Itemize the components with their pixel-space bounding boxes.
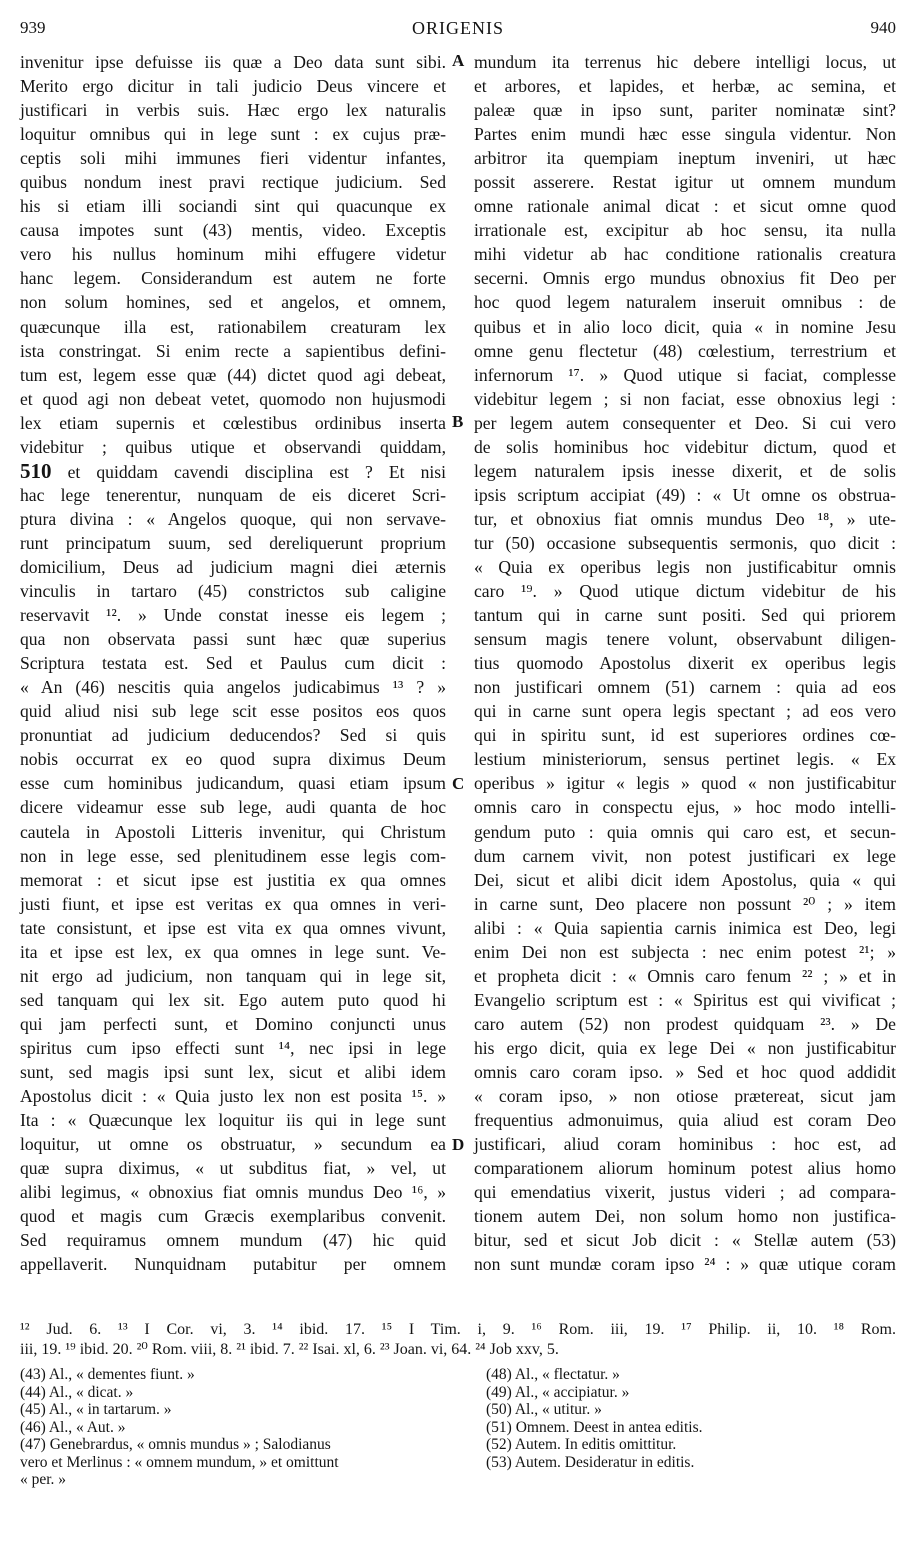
reference-line: ¹² Jud. 6. ¹³ I Cor. vi, 3. ¹⁴ ibid. 17. ¹⁵ I Tim. i, 9. ¹⁶ Rom. iii, 19. ¹⁷ Philip. ii, 10. ¹⁸ Rom.	[20, 1321, 896, 1338]
text-line: omnis caro coram ipso. » Sed et hoc quod addidit	[474, 1061, 896, 1082]
text-line: non in lege esse, sed plenitudinem esse legis com-	[20, 845, 446, 866]
margin-letter-b: B	[452, 412, 464, 431]
margin-letter-a: A	[452, 51, 465, 70]
text-line: de solis hominibus hoc videbitur dictum, quod et	[474, 436, 896, 457]
text-line: justi fiunt, et ipse est veritas ex qua omnes in veri-	[20, 893, 446, 914]
text-line: runt principatum suum, sed dereliquerunt proprium	[20, 532, 446, 553]
right-column	[474, 50, 896, 1276]
footnotes-right	[486, 1366, 896, 1471]
reference-line: iii, 19. ¹⁹ ibid. 20. ²⁰ Rom. viii, 8. ²¹ ibid. 7. ²² Isai. xl, 6. ²³ Joan. vi, 64. ²⁴ Job xxv, 5.	[20, 1341, 559, 1358]
text-line: quæcunque illa est, rationabilem creaturam lex	[20, 316, 446, 337]
text-line: cautela in Apostoli Litteris invenitur, qui Christum	[20, 821, 446, 842]
scripture-references	[20, 1320, 896, 1360]
text-line: non justificari omnem (51) carnem : quia ad eos	[474, 677, 896, 698]
text-line: appellaverit. Nunquidnam putabitur per omnem	[20, 1254, 446, 1275]
footnote: (44) Al., « dicat. »	[20, 1383, 134, 1401]
text-line: qui jam perfecti sunt, et Domino conjuncti unus	[20, 1013, 446, 1034]
text-line: infernorum ¹⁷. » Quod utique si faciat, complesse	[474, 364, 896, 385]
text-line: tantum qui in carne sunt positi. Sed qui priorem	[474, 605, 896, 626]
page-header	[20, 18, 896, 42]
text-line: mihi videtur ab hac conditione rationalis creatura	[474, 244, 896, 265]
text-line: dum carnem vivit, non potest justificari ex lege	[474, 845, 896, 866]
text-line: tur (50) occasione subsequentis sermonis, quo dicit :	[474, 532, 896, 553]
text-line: caro ¹⁹. » Quod utique dictum videbitur de his	[474, 581, 896, 602]
text-line: sunt, sed magis ipsi sunt lex, sicut et alibi idem	[20, 1061, 446, 1082]
text-line: Scriptura testata est. Sed et Paulus cum dicit :	[20, 653, 446, 674]
text-line: loquitur, ut omne os obstruatur, » secundum ea	[20, 1134, 446, 1155]
text-line: omne rationale animal dicat : et sicut omne quod	[474, 196, 896, 217]
text-line: gendum puto : quia omnis qui caro est, et secun-	[474, 821, 896, 842]
text-line: et propheta dicit : « Omnis caro fenum ²² ; » et in	[474, 965, 896, 986]
text-line: « coram ipso, » non otiose prætereat, sicut jam	[474, 1086, 896, 1107]
text-line: qui emendatius vixerit, justus videri ; ad compara-	[474, 1182, 896, 1203]
text-line: Ita : « Quæcunque lex loquitur iis qui in lege sunt	[20, 1110, 446, 1131]
text-line: quod et magis cum Græcis exemplaribus convenit.	[20, 1206, 446, 1227]
left-column	[20, 50, 446, 1276]
footnote: vero et Merlinus : « omnem mundum, » et omittunt	[20, 1453, 339, 1471]
text-line: et arbores, et lapides, et herbæ, ac semina, et	[474, 76, 896, 97]
text-line: memorat : et sicut ipse est justitia ex qua omnes	[20, 869, 446, 890]
text-line: ita et ipse est lex, ex qua omnes in lege sunt. Ve-	[20, 941, 446, 962]
text-line: vinculis in tartaro (45) constrictos sub caligine	[20, 581, 446, 602]
margin-letter-d: D	[452, 1135, 465, 1154]
text-line: dicere videamur esse sub lege, audi quanta de hoc	[20, 797, 446, 818]
footnote: (46) Al., « Aut. »	[20, 1418, 126, 1436]
text-line: tur, et obnoxius fiat omnis mundus Deo ¹⁸, » ute-	[474, 508, 896, 529]
text-line: sensum magis tenere volunt, observabunt diligen-	[474, 629, 896, 650]
text-line: enim Dei non est subjecta : nec enim potest ²¹; »	[474, 941, 896, 962]
text-line: ista constringat. Si enim recte a sapientibus defini-	[20, 340, 446, 361]
text-line: Evangelio scriptum est : « Spiritus est qui vivificat ;	[474, 989, 896, 1010]
text-line: possit asserere. Restat igitur ut omnem mundum	[474, 172, 896, 193]
text-line: justificari in verbis suis. Hæc ergo lex naturalis	[20, 100, 446, 121]
text-line: frequentius admonuimus, quia aliud est coram Deo	[474, 1110, 896, 1131]
text-line: Merito ergo dicitur in tali judicio Deus vincere et	[20, 76, 446, 97]
text-line: qua non observata passi sunt hæc quæ superius	[20, 629, 446, 650]
text-line: « Quia ex operibus legis non justificabitur omnis	[474, 556, 896, 577]
text-line: et quod agi non debeat vetet, quomodo non hujusmodi	[20, 388, 446, 409]
text-line: videbitur ; quibus utique et observandi quiddam,	[20, 436, 446, 457]
footnote: (53) Autem. Desideratur in editis.	[486, 1453, 695, 1471]
text-line: caro autem (52) non prodest quidquam ²³. » De	[474, 1013, 896, 1034]
text-line: per legem autem consequenter et Deo. Si cui vero	[474, 412, 896, 433]
footnote: (51) Omnem. Deest in antea editis.	[486, 1418, 703, 1436]
text-line: tius quomodo Apostolus dixerit ex operibus legis	[474, 653, 896, 674]
text-line: 510 et quiddam cavendi disciplina est ? Et nisi	[20, 458, 446, 483]
text-line: « An (46) nescitis quia angelos judicabimus ¹³ ? »	[20, 677, 446, 698]
footnote: « per. »	[20, 1471, 67, 1488]
text-line: invenitur ipse defuisse iis quæ a Deo data sunt sibi.	[20, 52, 446, 72]
text-line: alibi : « Quia sapientia carnis inimica est Deo, legi	[474, 917, 896, 938]
text-line: non sunt mundæ coram ipso ²⁴ : » quæ utique coram	[474, 1254, 896, 1275]
text-line: Apostolus dicit : « Quia justo lex non est posita ¹⁵. »	[20, 1086, 446, 1107]
text-line: irrationale est, excipitur ab hoc sensu, ita nulla	[474, 220, 896, 241]
text-line: qui in carne sunt opera legis spectant ; ad eos vero	[474, 701, 896, 722]
footnote: (48) Al., « flectatur. »	[486, 1366, 620, 1383]
text-line: his si etiam illi sociandi sint qui quacunque ex	[20, 196, 446, 217]
text-line: esse cum hominibus judicandum, quasi etiam ipsum	[20, 773, 446, 794]
text-line: hac lege tenerentur, nunquam de eis diceret Scri-	[20, 484, 446, 505]
text-line: ipsis scriptum accipiat (49) : « Ut omne os obstrua-	[474, 484, 896, 505]
text-line: omnis caro in conspectu ejus, » hoc modo intelli-	[474, 797, 896, 818]
text-line: Dei, sicut et alibi dicit idem Apostolus, quia « qui	[474, 869, 896, 890]
text-line: tionem autem Dei, non solum homo non justifica-	[474, 1206, 896, 1227]
text-line: in carne sunt, Deo placere non possunt ²⁰ ; » item	[474, 893, 896, 914]
text-line: hoc quod legem naturalem inseruit omnibus : de	[474, 292, 896, 313]
text-line: hanc legem. Considerandum est autem ne forte	[20, 268, 446, 289]
text-line: operibus » igitur « legis » quod « non justificabitur	[474, 773, 896, 794]
footnote: (49) Al., « accipiatur. »	[486, 1383, 630, 1401]
margin-letter-c: C	[452, 774, 465, 793]
text-line: alibi legimus, « obnoxius fiat omnis mundus Deo ¹⁶, »	[20, 1182, 446, 1203]
text-line: his ergo dicit, quia ex lege Dei « non justificabitur	[474, 1037, 896, 1058]
text-line: mundum ita terrenus hic debere intelligi locus, ut	[474, 52, 896, 72]
footnote: (43) Al., « dementes fiunt. »	[20, 1366, 195, 1383]
footnotes-left	[20, 1366, 450, 1489]
footnote: (52) Autem. In editis omittitur.	[486, 1436, 677, 1453]
footnote: (50) Al., « utitur. »	[486, 1401, 602, 1418]
running-title: ORIGENIS	[412, 18, 504, 38]
text-line: Partes enim mundi hæc esse singula videntur. Non	[474, 124, 896, 145]
text-line: arbitror ita quempiam ineptum inveniri, ut hæc	[474, 148, 896, 169]
text-line: tum est, legem esse quæ (44) dictet quod agi debeat,	[20, 364, 446, 385]
text-line: non solum homines, sed et angelos, et omnem,	[20, 292, 446, 313]
text-line: loquitur omnibus qui in lege sunt : ex cujus præ-	[20, 124, 446, 145]
text-line: bitur, sed et sicut Job dicit : « Stellæ autem (53)	[474, 1230, 896, 1251]
text-line: comparationem aliorum hominum potest alius homo	[474, 1158, 896, 1179]
text-line: omne genu flectetur (48) cœlestium, terrestrium et	[474, 340, 896, 361]
text-line: lestium ministeriorum, sensus pertinet legis. « Ex	[474, 749, 896, 770]
column-number: 510	[20, 458, 52, 483]
footnote: (47) Genebrardus, « omnis mundus » ; Salodianus	[20, 1436, 331, 1453]
text-line: quibus nondum inest pravi rectique judicium. Sed	[20, 172, 446, 193]
text-line: quibus et in alio loco dicit, quia « in nomine Jesu	[474, 316, 896, 337]
text-line: qui in spiritu sunt, id est superiores ordines cœ-	[474, 725, 896, 746]
footnote: (45) Al., « in tartarum. »	[20, 1401, 172, 1418]
page-number-right: 940	[870, 18, 896, 37]
text-line: pronuntiat ad judicium deducendos? Sed si quis	[20, 725, 446, 746]
text-line: sed tanquam qui lex sit. Ego autem puto quod hi	[20, 989, 446, 1010]
text-line: spiritus cum ipso effecti sunt ¹⁴, nec ipsi in lege	[20, 1037, 446, 1058]
text-line: vero his nullus hominum mihi effugere videtur	[20, 244, 446, 265]
text-line: nit ergo ad judicium, non tanquam qui in lege sit,	[20, 965, 446, 986]
text-line: causa impotes sunt (43) mentis, video. Exceptis	[20, 220, 446, 241]
text-line: domicilium, Deus ad judicium magni diei æternis	[20, 556, 446, 577]
text-line: quid aliud nisi sub lege scit esse positos eos quos	[20, 701, 446, 722]
page-number-left: 939	[20, 18, 46, 37]
text-line: videbitur legem ; si non faciat, esse obnoxius legi :	[474, 388, 896, 409]
text-line: reservavit ¹². » Unde constat inesse eis legem ;	[20, 605, 446, 626]
text-line: justificari, aliud coram hominibus : hoc est, ad	[474, 1134, 896, 1155]
text-line: lex etiam supernis et cœlestibus ordinibus inserta	[20, 412, 446, 433]
text-line: paleæ quæ in ipso sunt, pariter nominatæ sint?	[474, 100, 896, 121]
text-line: nobis occurrat ex eo quod supra diximus Deum	[20, 749, 446, 770]
text-line: Sed requiramus omnem mundum (47) hic quid	[20, 1230, 446, 1251]
text-line: quæ supra diximus, « ut subditus fiat, » vel, ut	[20, 1158, 446, 1179]
text-line: legem naturalem ipsis inesse dixerit, et de solis	[474, 460, 896, 481]
text-line: ceptis soli mihi immunes fieri videntur infantes,	[20, 148, 446, 169]
text-line: secerni. Omnis ergo mundus obnoxius fit Deo per	[474, 268, 896, 289]
text-line: tate consistunt, et ipse est vita ex qua omnes vivunt,	[20, 917, 446, 938]
text-line: ptura divina : « Angelos quoque, qui non servave-	[20, 508, 446, 529]
